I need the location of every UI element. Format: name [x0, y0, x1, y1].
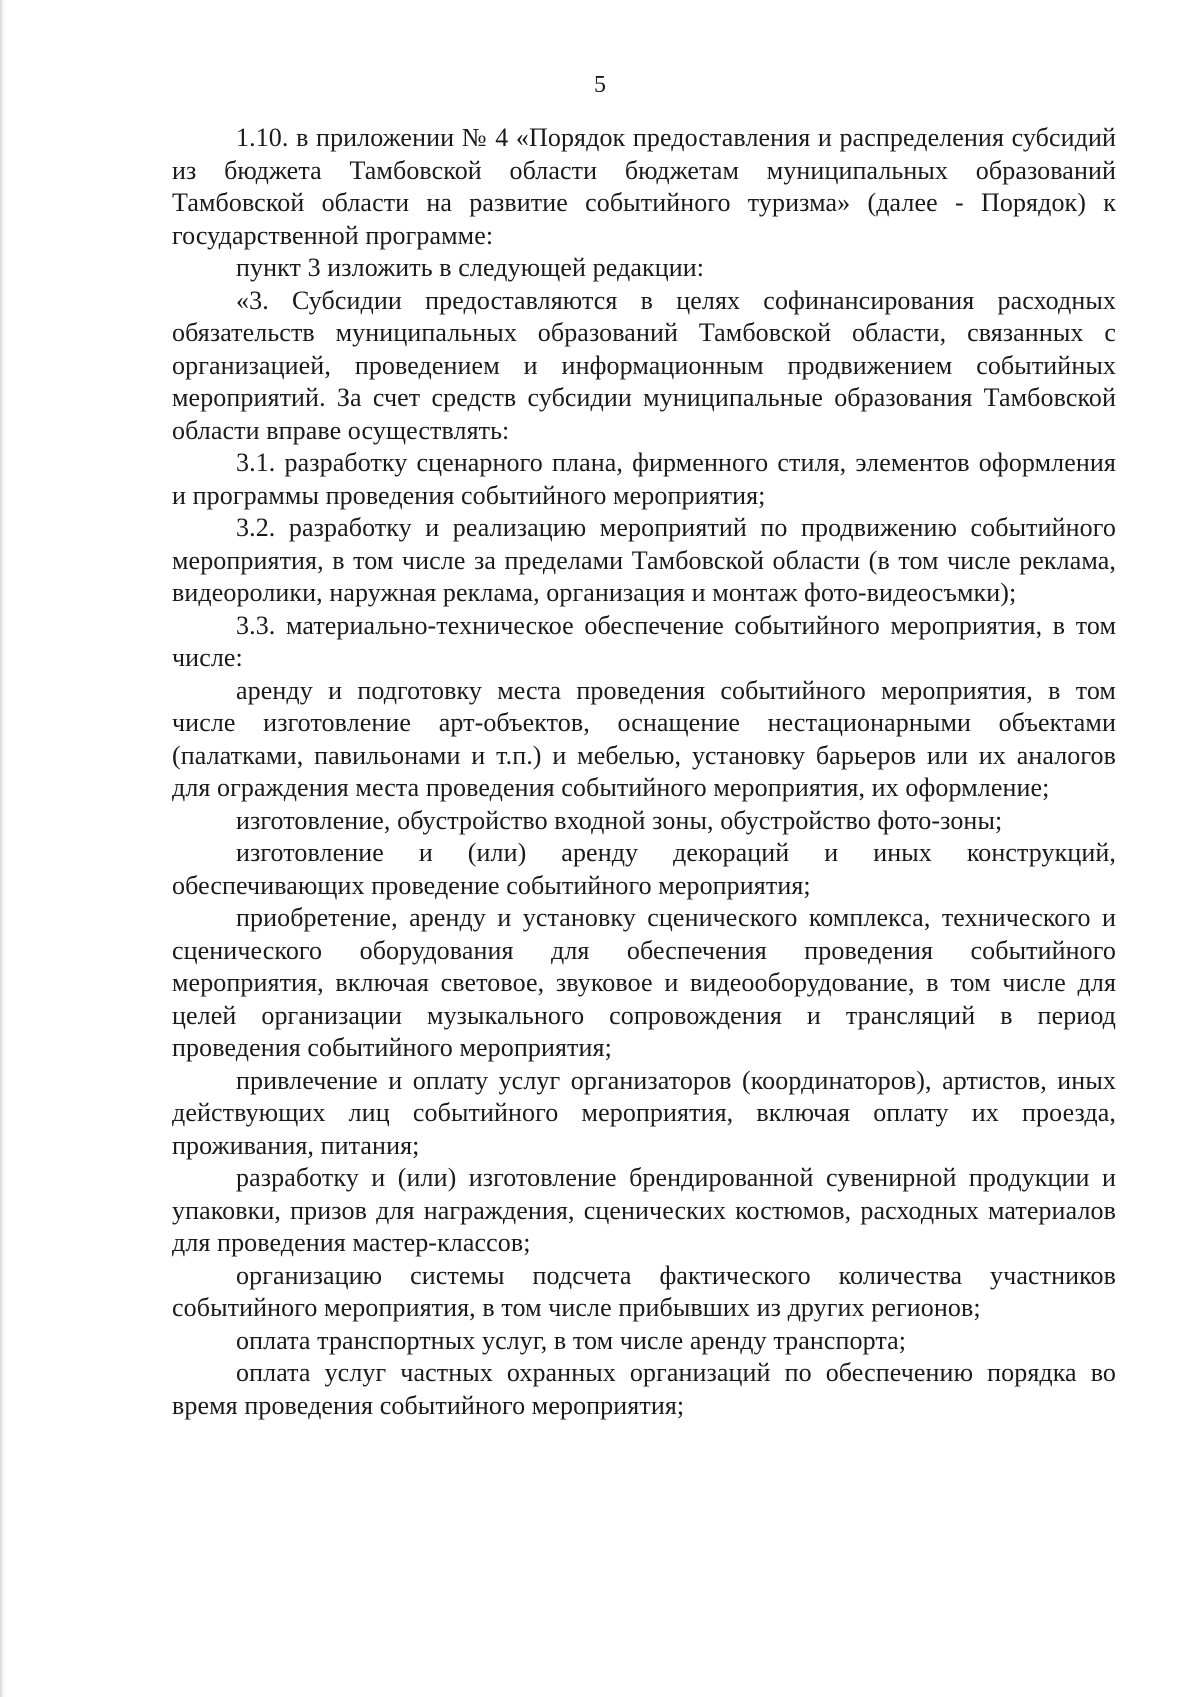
paragraph: оплата услуг частных охранных организаций по обеспечению порядка во время проведения событийного мероприятия; — [172, 1358, 1116, 1420]
paragraph: 3.3. материально-техническое обеспечение событийного мероприятия, в том числе: — [172, 610, 1116, 672]
paragraph: организацию системы подсчета фактического количества участников событийного мероприятия, в том числе прибывших из других регионов; — [172, 1260, 1116, 1322]
paragraph: «3. Субсидии предоставляются в целях софинансирования расходных обязательств муниципальных образований Тамбовской области, связанных с организацией, проведением и информационным продвижением событийных мероприятий. За счет средств субсидии муниципальные образования Тамбовской области вправе осуществлять: — [172, 285, 1116, 445]
paragraph: 3.2. разработку и реализацию мероприятий по продвижению событийного мероприятия, в том числе за пределами Тамбовской области (в том числе реклама, видеоролики, наружная реклама, организация и монтаж фото-видеосъмки); — [172, 513, 1116, 607]
paragraph: оплата транспортных услуг, в том числе аренду транспорта; — [236, 1325, 907, 1355]
paragraph: приобретение, аренду и установку сценического комплекса, технического и сценического оборудования для обеспечения проведения событийного мероприятия, включая световое, звуковое и видеооборудование, в том числе для целей организации музыкального сопровождения и трансляций в период проведения событийного мероприятия; — [172, 903, 1116, 1062]
paragraph: привлечение и оплату услуг организаторов (координаторов), артистов, иных действующих лиц событийного мероприятия, включая оплату их проезда, проживания, питания; — [172, 1065, 1116, 1160]
paragraph: изготовление, обустройство входной зоны, обустройство фото-зоны; — [236, 805, 1003, 835]
paragraph: пункт 3 изложить в следующей редакции: — [236, 253, 705, 282]
paragraph: 3.1. разработку сценарного плана, фирменного стиля, элементов оформления и программы проведения событийного мероприятия; — [172, 448, 1116, 510]
paragraph: аренду и подготовку места проведения событийного мероприятия, в том числе изготовление арт-объектов, оснащение нестационарными объектами (палатками, павильонами и т.п.) и мебелью, установку барьеров или их аналогов для ограждения места проведения событийного мероприятия, их оформление; — [172, 675, 1116, 802]
paragraph: 1.10. в приложении № 4 «Порядок предоставления и распределения субсидий из бюджета Тамбовской области бюджетам муниципальных образований Тамбовской области на развитие событийного туризма» (далее - Порядок) к государственной программе: — [172, 123, 1116, 250]
paragraph: разработку и (или) изготовление брендированной сувенирной продукции и упаковки, призов для награждения, сценических костюмов, расходных материалов для проведения мастер-классов; — [172, 1163, 1116, 1257]
page-number: 5 — [594, 72, 606, 98]
document-body — [172, 122, 1116, 1422]
scan-edge — [0, 0, 5, 1697]
paragraph: изготовление и (или) аренду декораций и иных конструкций, обеспечивающих проведение событийного мероприятия; — [172, 838, 1116, 900]
